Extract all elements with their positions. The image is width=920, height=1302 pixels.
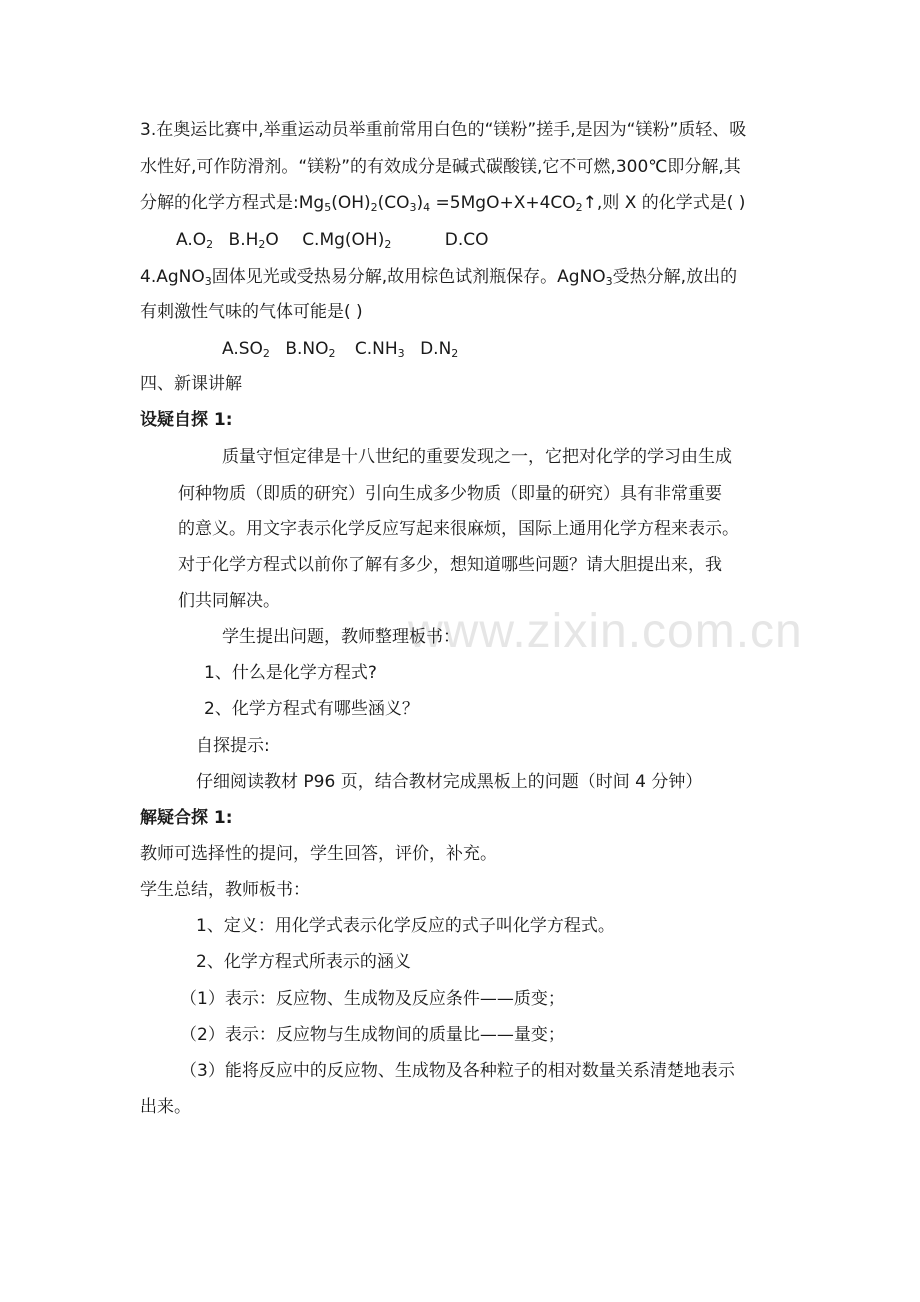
explore-para-line-1: 质量守恒定律是十八世纪的重要发现之一，它把对化学的学习由生成 bbox=[222, 447, 732, 467]
q3-option-b: $B.H_2O$ bbox=[228, 230, 279, 251]
question-1: 1、什么是化学方程式? bbox=[204, 663, 377, 683]
explore-para-line-3: 的意义。用文字表示化学反应写起来很麻烦，国际上通用化学方程来表示。 bbox=[178, 519, 739, 539]
q4-option-c: $C.NH_3$ bbox=[354, 339, 405, 360]
solve-line-2: 学生总结，教师板书： bbox=[140, 880, 310, 900]
q3-option-d: D.CO bbox=[444, 230, 489, 250]
explore-heading: 设疑自探 1: bbox=[140, 410, 233, 430]
q4-option-d: $D.N_2$ bbox=[420, 339, 459, 360]
explore-para-line-2: 何种物质（即质的研究）引向生成多少物质（即量的研究）具有非常重要 bbox=[178, 484, 722, 504]
explore-para-line-5: 们共同解决。 bbox=[178, 591, 280, 611]
q3-option-a: $A.O_2$ bbox=[176, 230, 214, 251]
q3-options bbox=[176, 229, 489, 251]
solve-heading: 解疑合探 1: bbox=[140, 808, 233, 828]
q3-line-2: 水性好,可作防滑剂。“镁粉”的有效成分是碱式碳酸镁,它不可燃,300℃即分解,其 bbox=[140, 157, 741, 177]
meaning-line: 2、化学方程式所表示的涵义 bbox=[196, 952, 411, 972]
q4-line-1: 4.AgNO$_3$固体见光或受热易分解,故用棕色试剂瓶保存。AgNO$_3$受热分解,放出的 bbox=[140, 267, 738, 288]
q3-line-1: 3.在奥运比赛中,举重运动员举重前常用白色的“镁粉”搓手,是因为“镁粉”质轻、吸 bbox=[140, 120, 747, 140]
q3-line-3: 分解的化学方程式是$:Mg_5(OH)_2(CO_3)_4$ $=5MgO+X+4CO_2↑$,则 X 的化学式是( ) bbox=[140, 193, 746, 214]
section-heading: 四、新课讲解 bbox=[140, 374, 242, 394]
meaning-item-2: （2）表示：反应物与生成物间的质量比——量变； bbox=[180, 1025, 565, 1045]
q4-options bbox=[222, 338, 458, 360]
q4-option-b: $B.NO_2$ bbox=[285, 339, 336, 360]
q3-option-c: $C.Mg(OH)_2$ bbox=[302, 230, 392, 251]
meaning-item-3: （3）能将反应中的反应物、生成物及各种粒子的相对数量关系清楚地表示 bbox=[180, 1061, 735, 1081]
meaning-item-1: （1）表示：反应物、生成物及反应条件——质变； bbox=[180, 989, 565, 1009]
hint-text: 仔细阅读教材 P96 页，结合教材完成黑板上的问题（时间 4 分钟） bbox=[196, 772, 703, 792]
hint-title: 自探提示: bbox=[196, 736, 270, 756]
solve-line-1: 教师可选择性的提问，学生回答，评价，补充。 bbox=[140, 844, 497, 864]
q4-option-a: $A.SO_2$ bbox=[222, 339, 270, 360]
watermark: www.zixin.com.cn bbox=[408, 605, 803, 658]
definition-line: 1、定义：用化学式表示化学反应的式子叫化学方程式。 bbox=[196, 916, 615, 936]
q4-line-2: 有刺激性气味的气体可能是( ) bbox=[140, 302, 363, 322]
question-2: 2、化学方程式有哪些涵义？ bbox=[204, 699, 419, 719]
explore-para-line-4: 对于化学方程式以前你了解有多少，想知道哪些问题？请大胆提出来，我 bbox=[178, 555, 722, 575]
students-question-line: 学生提出问题，教师整理板书： bbox=[222, 627, 460, 647]
meaning-item-3-cont: 出来。 bbox=[140, 1097, 191, 1117]
